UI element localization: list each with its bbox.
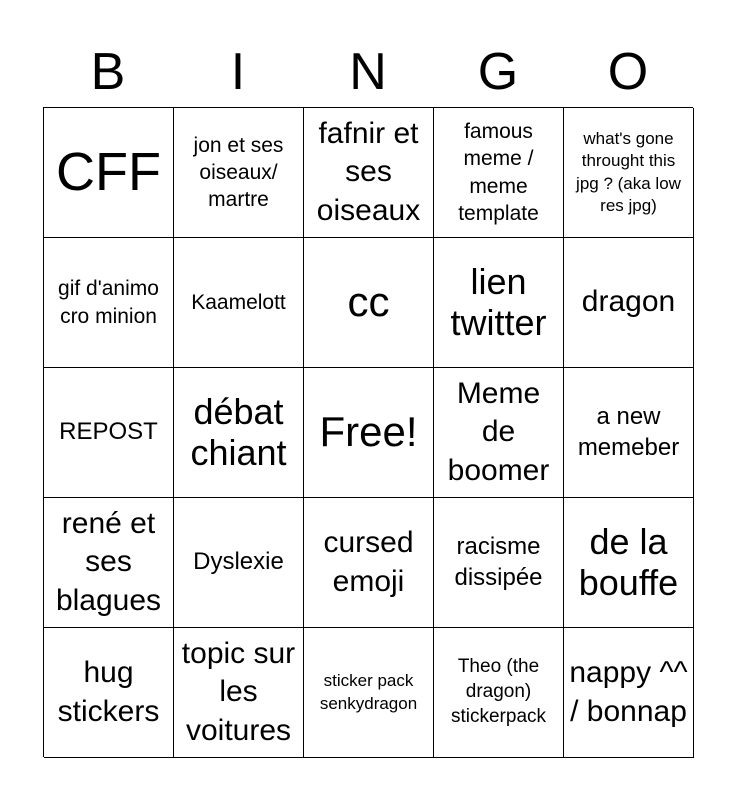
bingo-grid (43, 107, 693, 757)
bingo-cell[interactable]: gif d'animo cro minion (44, 238, 174, 368)
bingo-cell[interactable]: racisme dissipée (434, 498, 564, 628)
header-letter-b: B (90, 43, 126, 101)
bingo-header (43, 38, 693, 106)
bingo-cell[interactable]: hug stickers (44, 628, 174, 758)
bingo-cell[interactable]: rené et ses blagues (44, 498, 174, 628)
bingo-cell[interactable]: Kaamelott (174, 238, 304, 368)
bingo-cell[interactable]: topic sur les voitures (174, 628, 304, 758)
bingo-cell[interactable]: Free! (304, 368, 434, 498)
bingo-cell[interactable]: CFF (44, 108, 174, 238)
bingo-cell[interactable]: REPOST (44, 368, 174, 498)
bingo-cell[interactable]: what's gone throught this jpg ? (aka low res jpg) (564, 108, 694, 238)
bingo-cell[interactable]: débat chiant (174, 368, 304, 498)
bingo-cell[interactable]: a new memeber (564, 368, 694, 498)
header-letter-n: N (349, 43, 387, 101)
bingo-cell[interactable]: lien twitter (434, 238, 564, 368)
bingo-cell[interactable]: Meme de boomer (434, 368, 564, 498)
bingo-cell[interactable]: Theo (the dragon) stickerpack (434, 628, 564, 758)
bingo-cell[interactable]: dragon (564, 238, 694, 368)
header-letter-o: O (607, 43, 649, 101)
bingo-cell[interactable]: Dyslexie (174, 498, 304, 628)
bingo-cell[interactable]: cc (304, 238, 434, 368)
bingo-cell[interactable]: famous meme / meme template (434, 108, 564, 238)
bingo-cell[interactable]: nappy ^^ / bonnap (564, 628, 694, 758)
bingo-cell[interactable]: cursed emoji (304, 498, 434, 628)
bingo-cell[interactable]: de la bouffe (564, 498, 694, 628)
bingo-cell[interactable]: sticker pack senkydragon (304, 628, 434, 758)
header-letter-g: G (477, 43, 519, 101)
bingo-cell[interactable]: jon et ses oiseaux/ martre (174, 108, 304, 238)
header-letter-i: I (230, 43, 246, 101)
bingo-cell[interactable]: fafnir et ses oiseaux (304, 108, 434, 238)
